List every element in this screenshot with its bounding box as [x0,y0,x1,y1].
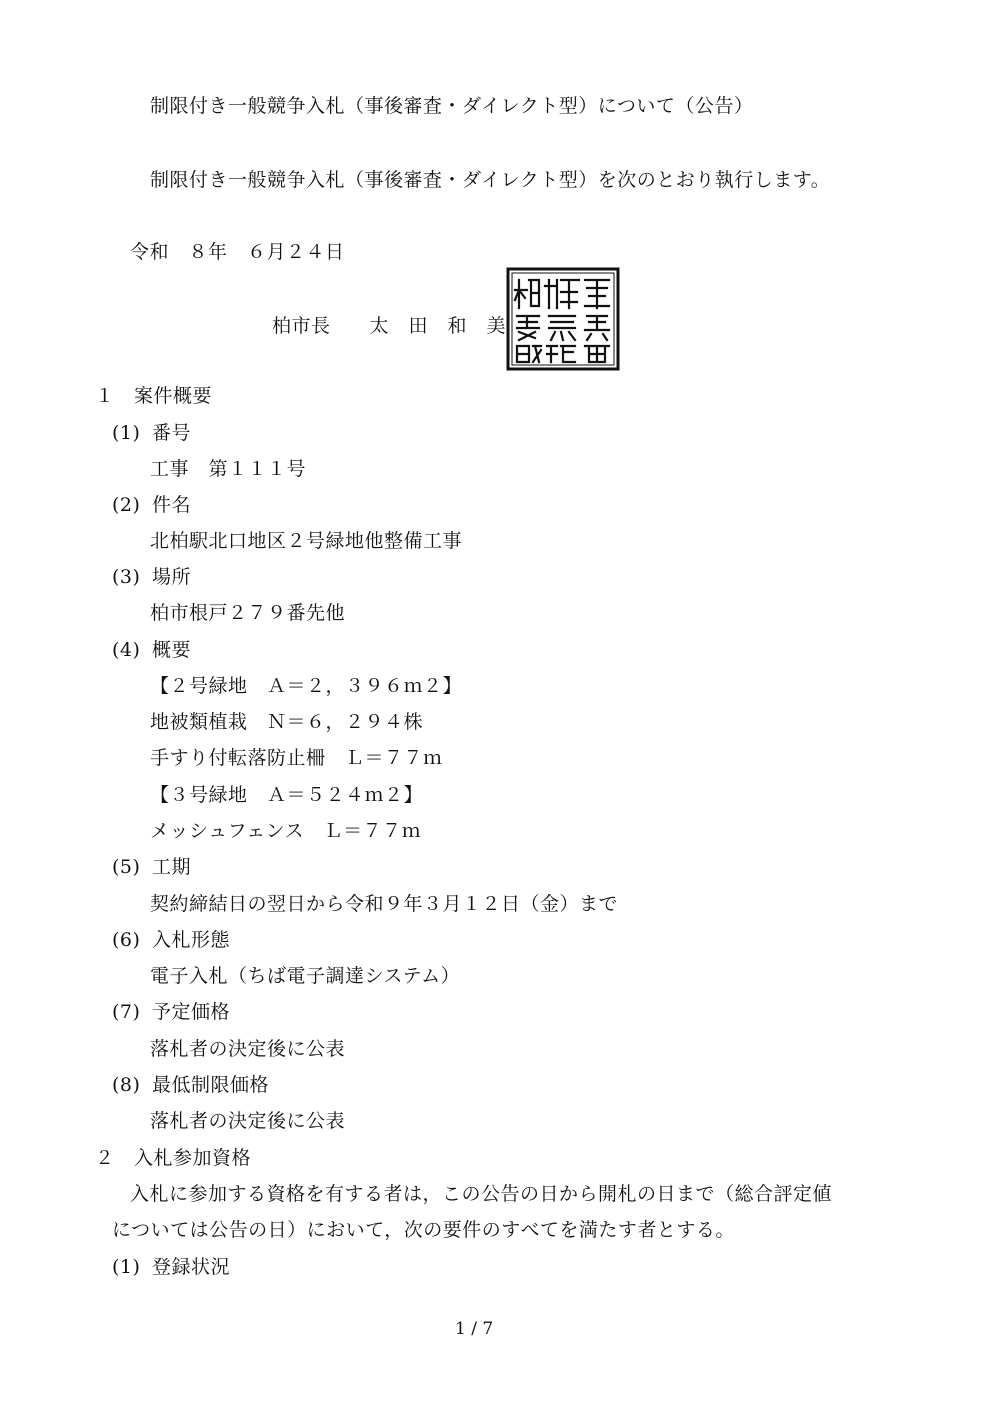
item-outline-line: 手すり付転落防止柵 Ｌ＝７７ｍ [150,747,443,769]
official-seal-stamp [505,266,621,372]
item-outline-title: 概要 [152,639,192,661]
page-number: 1 / 7 [455,1319,494,1339]
section1-heading: １ 案件概要 [95,385,213,407]
item-registration-label: (1) [112,1256,141,1278]
item-min-price-title: 最低制限価格 [152,1074,270,1096]
item-number-title: 番号 [152,422,192,444]
item-bid-form-value: 電子入札（ちば電子調達システム） [150,965,461,987]
item-period-title: 工期 [152,856,192,878]
item-name-label: (2) [112,494,141,516]
notice-date: 令和 ８年 ６月２４日 [130,241,345,263]
item-period-value: 契約締結日の翌日から令和９年３月１２日（金）まで [150,893,619,915]
section2-paragraph: 入札に参加する資格を有する者は，この公告の日から開札の日まで（総合評定値 [130,1183,833,1205]
item-number-value: 工事 第１１１号 [150,458,307,480]
item-outline-line: 【２号緑地 Ａ＝２，３９６ｍ２】 [150,675,463,697]
item-outline-line: メッシュフェンス Ｌ＝７７ｍ [150,820,422,842]
item-place-title: 場所 [152,566,192,588]
item-outline-line: 【３号緑地 Ａ＝５２４ｍ２】 [150,784,424,806]
item-bid-form-title: 入札形態 [152,929,231,951]
item-outline-line: 地被類植栽 Ｎ＝６，２９４株 [150,711,424,733]
item-name-value: 北柏駅北口地区２号緑地他整備工事 [150,530,463,552]
item-place-label: (3) [112,566,141,588]
section2-paragraph: については公告の日）において，次の要件のすべてを満たす者とする。 [112,1219,735,1241]
notice-intro: 制限付き一般競争入札（事後審査・ダイレクト型）を次のとおり執行します。 [150,169,831,191]
item-planned-price-label: (7) [112,1001,141,1023]
item-registration-title: 登録状況 [152,1256,231,1278]
item-number-label: (1) [112,422,141,444]
item-planned-price-value: 落札者の決定後に公表 [150,1038,346,1060]
item-min-price-value: 落札者の決定後に公表 [150,1110,346,1132]
item-period-label: (5) [112,856,141,878]
item-bid-form-label: (6) [112,929,141,951]
signer-name: 柏市長 太 田 和 美 [272,315,507,337]
item-planned-price-title: 予定価格 [152,1001,231,1023]
item-name-title: 件名 [152,494,192,516]
section2-heading: ２ 入札参加資格 [95,1147,252,1169]
item-outline-label: (4) [112,639,141,661]
item-min-price-label: (8) [112,1074,141,1096]
item-place-value: 柏市根戸２７９番先他 [150,602,346,624]
notice-title: 制限付き一般競争入札（事後審査・ダイレクト型）について（公告） [150,95,754,117]
